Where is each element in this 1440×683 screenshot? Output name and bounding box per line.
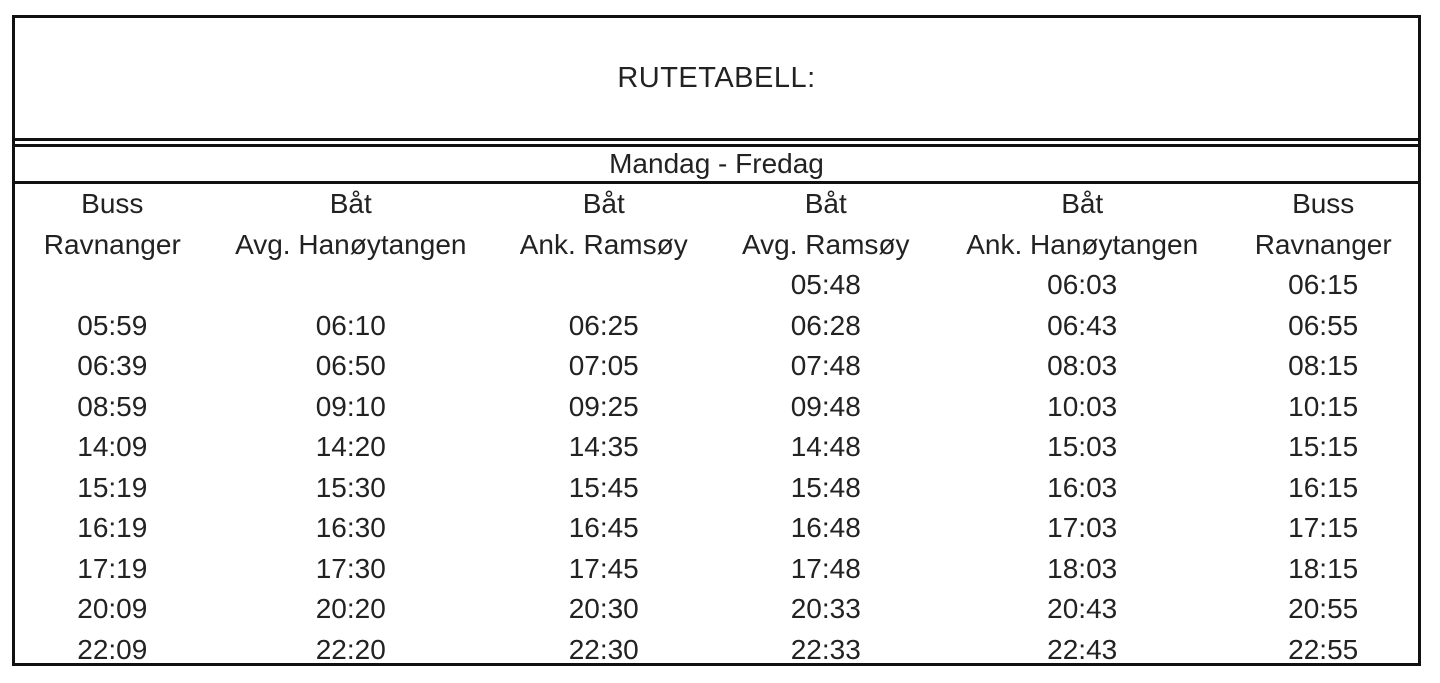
time-cell: 07:48 xyxy=(790,350,861,382)
time-cell: 05:59 xyxy=(77,309,148,341)
time-cell: 20:55 xyxy=(1288,593,1359,625)
time-cell: 16:45 xyxy=(568,512,639,544)
time-cell: 07:05 xyxy=(568,350,639,382)
time-cell: 06:43 xyxy=(1047,309,1118,341)
time-cell: 06:03 xyxy=(1047,269,1118,301)
timetable-frame xyxy=(12,15,1421,666)
time-cell: 22:55 xyxy=(1288,633,1359,665)
time-cell: 06:28 xyxy=(790,309,861,341)
time-cell: 18:15 xyxy=(1288,552,1359,584)
time-cell: 16:30 xyxy=(315,512,386,544)
time-cell: 17:45 xyxy=(568,552,639,584)
time-cell: 15:19 xyxy=(77,471,148,503)
time-cell: 17:19 xyxy=(77,552,148,584)
header-cell: Båt xyxy=(329,188,372,220)
timetable-title: RUTETABELL: xyxy=(15,18,1418,141)
time-cell: 06:10 xyxy=(315,309,386,341)
header-cell: Buss xyxy=(81,188,144,220)
time-cell: 14:09 xyxy=(77,431,148,463)
header-cell: Ravnanger xyxy=(1254,228,1392,260)
time-cell: 15:15 xyxy=(1288,431,1359,463)
time-cell: 17:30 xyxy=(315,552,386,584)
time-cell: 16:15 xyxy=(1288,471,1359,503)
header-row-stop xyxy=(15,225,1418,266)
time-cell: 06:25 xyxy=(568,309,639,341)
time-cell: 14:48 xyxy=(790,431,861,463)
time-cell: 20:20 xyxy=(315,593,386,625)
time-cell: 06:50 xyxy=(315,350,386,382)
time-cell: 16:48 xyxy=(790,512,861,544)
time-cell: 20:43 xyxy=(1047,593,1118,625)
table-row xyxy=(15,468,1418,509)
time-cell: 18:03 xyxy=(1047,552,1118,584)
time-cell: 10:03 xyxy=(1047,390,1118,422)
time-cell: 22:09 xyxy=(77,633,148,665)
table-row xyxy=(15,427,1418,468)
time-cell: 08:03 xyxy=(1047,350,1118,382)
table-row xyxy=(15,346,1418,387)
time-cell: 08:59 xyxy=(77,390,148,422)
time-cell: 06:15 xyxy=(1288,269,1359,301)
time-cell: 22:43 xyxy=(1047,633,1118,665)
table-row xyxy=(15,306,1418,347)
header-cell: Båt xyxy=(582,188,625,220)
time-cell: 15:45 xyxy=(568,471,639,503)
time-cell: 22:33 xyxy=(790,633,861,665)
time-cell: 15:30 xyxy=(315,471,386,503)
time-cell: 22:30 xyxy=(568,633,639,665)
time-cell: 20:33 xyxy=(790,593,861,625)
time-cell: 17:15 xyxy=(1288,512,1359,544)
time-cell: 16:03 xyxy=(1047,471,1118,503)
table-row xyxy=(15,387,1418,428)
header-cell: Ravnanger xyxy=(43,228,181,260)
time-cell: 10:15 xyxy=(1288,390,1359,422)
time-cell: 06:55 xyxy=(1288,309,1359,341)
time-cell: 14:20 xyxy=(315,431,386,463)
time-cell: 22:20 xyxy=(315,633,386,665)
header-cell: Ank. Ramsøy xyxy=(519,228,688,260)
header-row-mode xyxy=(15,184,1418,225)
header-cell: Avg. Hanøytangen xyxy=(235,228,467,260)
header-cell: Båt xyxy=(1061,188,1104,220)
time-cell: 15:48 xyxy=(790,471,861,503)
header-cell: Avg. Ramsøy xyxy=(741,228,910,260)
time-cell: 09:10 xyxy=(315,390,386,422)
header-cell: Ank. Hanøytangen xyxy=(966,228,1199,260)
time-cell: 15:03 xyxy=(1047,431,1118,463)
table-row xyxy=(15,508,1418,549)
time-cell: 14:35 xyxy=(568,431,639,463)
time-cell: 20:30 xyxy=(568,593,639,625)
timetable-days: Mandag - Fredag xyxy=(15,144,1418,184)
table-row xyxy=(15,630,1418,671)
timetable-grid xyxy=(15,184,1418,670)
time-cell: 05:48 xyxy=(790,269,861,301)
header-cell: Båt xyxy=(804,188,847,220)
table-row xyxy=(15,589,1418,630)
time-cell: 17:48 xyxy=(790,552,861,584)
time-cell: 08:15 xyxy=(1288,350,1359,382)
time-cell: 20:09 xyxy=(77,593,148,625)
table-row xyxy=(15,265,1418,306)
table-row xyxy=(15,549,1418,590)
time-cell: 09:48 xyxy=(790,390,861,422)
header-cell: Buss xyxy=(1292,188,1355,220)
time-cell: 17:03 xyxy=(1047,512,1118,544)
time-cell: 06:39 xyxy=(77,350,148,382)
time-cell: 16:19 xyxy=(77,512,148,544)
time-cell: 09:25 xyxy=(568,390,639,422)
